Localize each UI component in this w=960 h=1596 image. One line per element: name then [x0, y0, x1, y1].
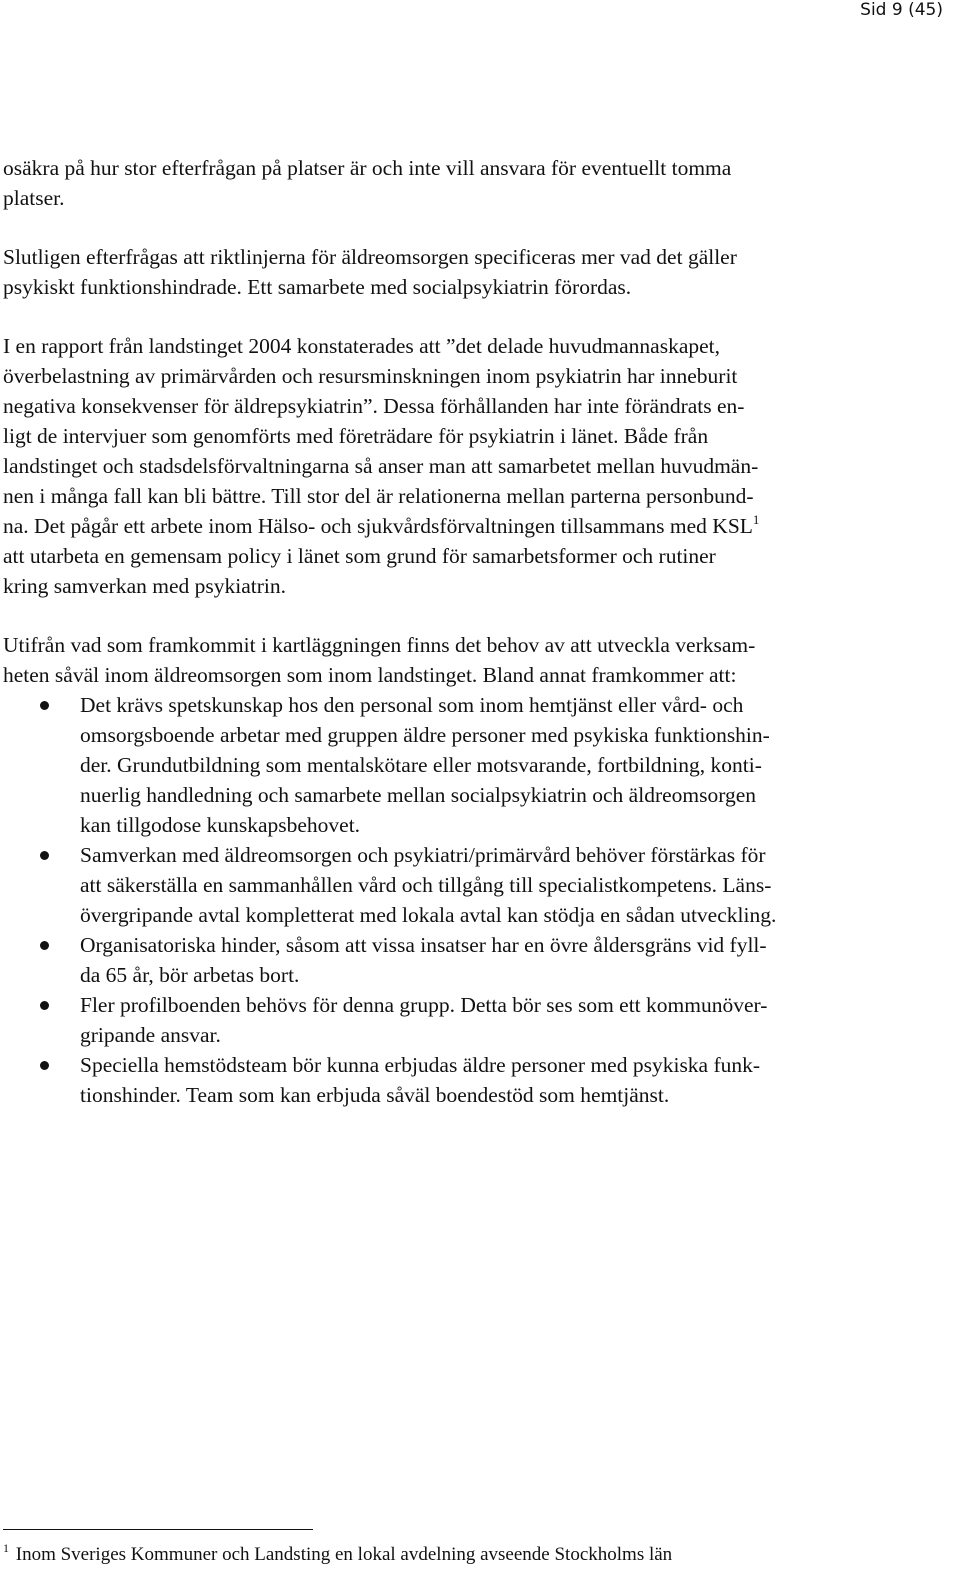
text-line: Speciella hemstödsteam bör kunna erbjudas äldre personer med psykiska funk- [80, 1053, 761, 1077]
text-line: nen i många fall kan bli bättre. Till stor del är relationerna mellan parterna personbund- [3, 484, 754, 508]
footnote [3, 1541, 672, 1569]
text-line: Samverkan med äldreomsorgen och psykiatri/primärvård behöver förstärkas för [80, 843, 766, 867]
bullet-item [3, 1050, 923, 1110]
paragraph-4 [3, 630, 923, 690]
document-body [3, 153, 923, 1110]
bullet-list [3, 690, 923, 1110]
text-line: Organisatoriska hinder, såsom att vissa insatser har en övre åldersgräns vid fyll- [80, 933, 767, 957]
text-line: der. Grundutbildning som mentalskötare eller motsvarande, fortbildning, konti- [80, 753, 762, 777]
paragraph-2 [3, 242, 923, 302]
text-line: na. Det pågår ett arbete inom Hälso- och sjukvårdsförvaltningen tillsammans med KSL [3, 514, 753, 538]
paragraph-1 [3, 153, 923, 213]
text-line: Utifrån vad som framkommit i kartläggningen finns det behov av att utveckla verksam- [3, 633, 756, 657]
text-line: Fler profilboenden behövs för denna grupp. Detta bör ses som ett kommunöver- [80, 993, 768, 1017]
footnote-marker: 1 [3, 1541, 9, 1555]
bullet-dot-icon [40, 1061, 49, 1070]
text-line: nuerlig handledning och samarbete mellan socialpsykiatrin och äldreomsorgen [80, 783, 757, 807]
text-line: heten såväl inom äldreomsorgen som inom landstinget. Bland annat framkommer att: [3, 663, 737, 687]
bullet-dot-icon [40, 1001, 49, 1010]
bullet-item [3, 690, 923, 840]
text-line: att säkerställa en sammanhållen vård och tillgång till specialistkompetens. Läns- [80, 873, 772, 897]
text-line-with-footnote [3, 511, 923, 541]
text-line: I en rapport från landstinget 2004 konstaterades att ”det delade huvudmannaskapet, [3, 334, 721, 358]
bullet-dot-icon [40, 851, 49, 860]
text-line: kring samverkan med psykiatrin. [3, 574, 287, 598]
text-line: tionshinder. Team som kan erbjuda såväl boendestöd som hemtjänst. [80, 1083, 670, 1107]
text-line: att utarbeta en gemensam policy i länet som grund för samarbetsformer och rutiner [3, 544, 716, 568]
text-line: Slutligen efterfrågas att riktlinjerna för äldreomsorgen specificeras mer vad det gäller [3, 245, 737, 269]
bullet-dot-icon [40, 701, 49, 710]
footnote-divider [3, 1529, 313, 1530]
text-line: ligt de intervjuer som genomförts med företrädare för psykiatrin i länet. Både från [3, 424, 709, 448]
text-line: Det krävs spetskunskap hos den personal som inom hemtjänst eller vård- och [80, 693, 744, 717]
text-line: da 65 år, bör arbetas bort. [80, 963, 300, 987]
text-line: osäkra på hur stor efterfrågan på platser är och inte vill ansvara för eventuellt tomma [3, 156, 732, 180]
text-line: platser. [3, 186, 65, 210]
text-line: omsorgsboende arbetar med gruppen äldre personer med psykiska funktionshin- [80, 723, 770, 747]
bullet-item [3, 840, 923, 930]
footnote-text: Inom Sveriges Kommuner och Landsting en lokal avdelning avseende Stockholms län [15, 1544, 673, 1565]
bullet-item [3, 990, 923, 1050]
footnote-reference[interactable]: 1 [752, 512, 760, 527]
bullet-item [3, 930, 923, 990]
text-line: kan tillgodose kunskapsbehovet. [80, 813, 361, 837]
page-number: Sid 9 (45) [860, 0, 943, 20]
text-line: gripande ansvar. [80, 1023, 221, 1047]
bullet-dot-icon [40, 941, 49, 950]
text-line: negativa konsekvenser för äldrepsykiatrin”. Dessa förhållanden har inte förändrats en- [3, 394, 745, 418]
text-line: överbelastning av primärvården och resursminskningen inom psykiatrin har inneburit [3, 364, 738, 388]
paragraph-3 [3, 331, 923, 601]
text-line: psykiskt funktionshindrade. Ett samarbete med socialpsykiatrin förordas. [3, 275, 632, 299]
text-line: landstinget och stadsdelsförvaltningarna så anser man att samarbetet mellan huvudmän- [3, 454, 759, 478]
text-line: övergripande avtal kompletterat med lokala avtal kan stödja en sådan utveckling. [80, 903, 777, 927]
